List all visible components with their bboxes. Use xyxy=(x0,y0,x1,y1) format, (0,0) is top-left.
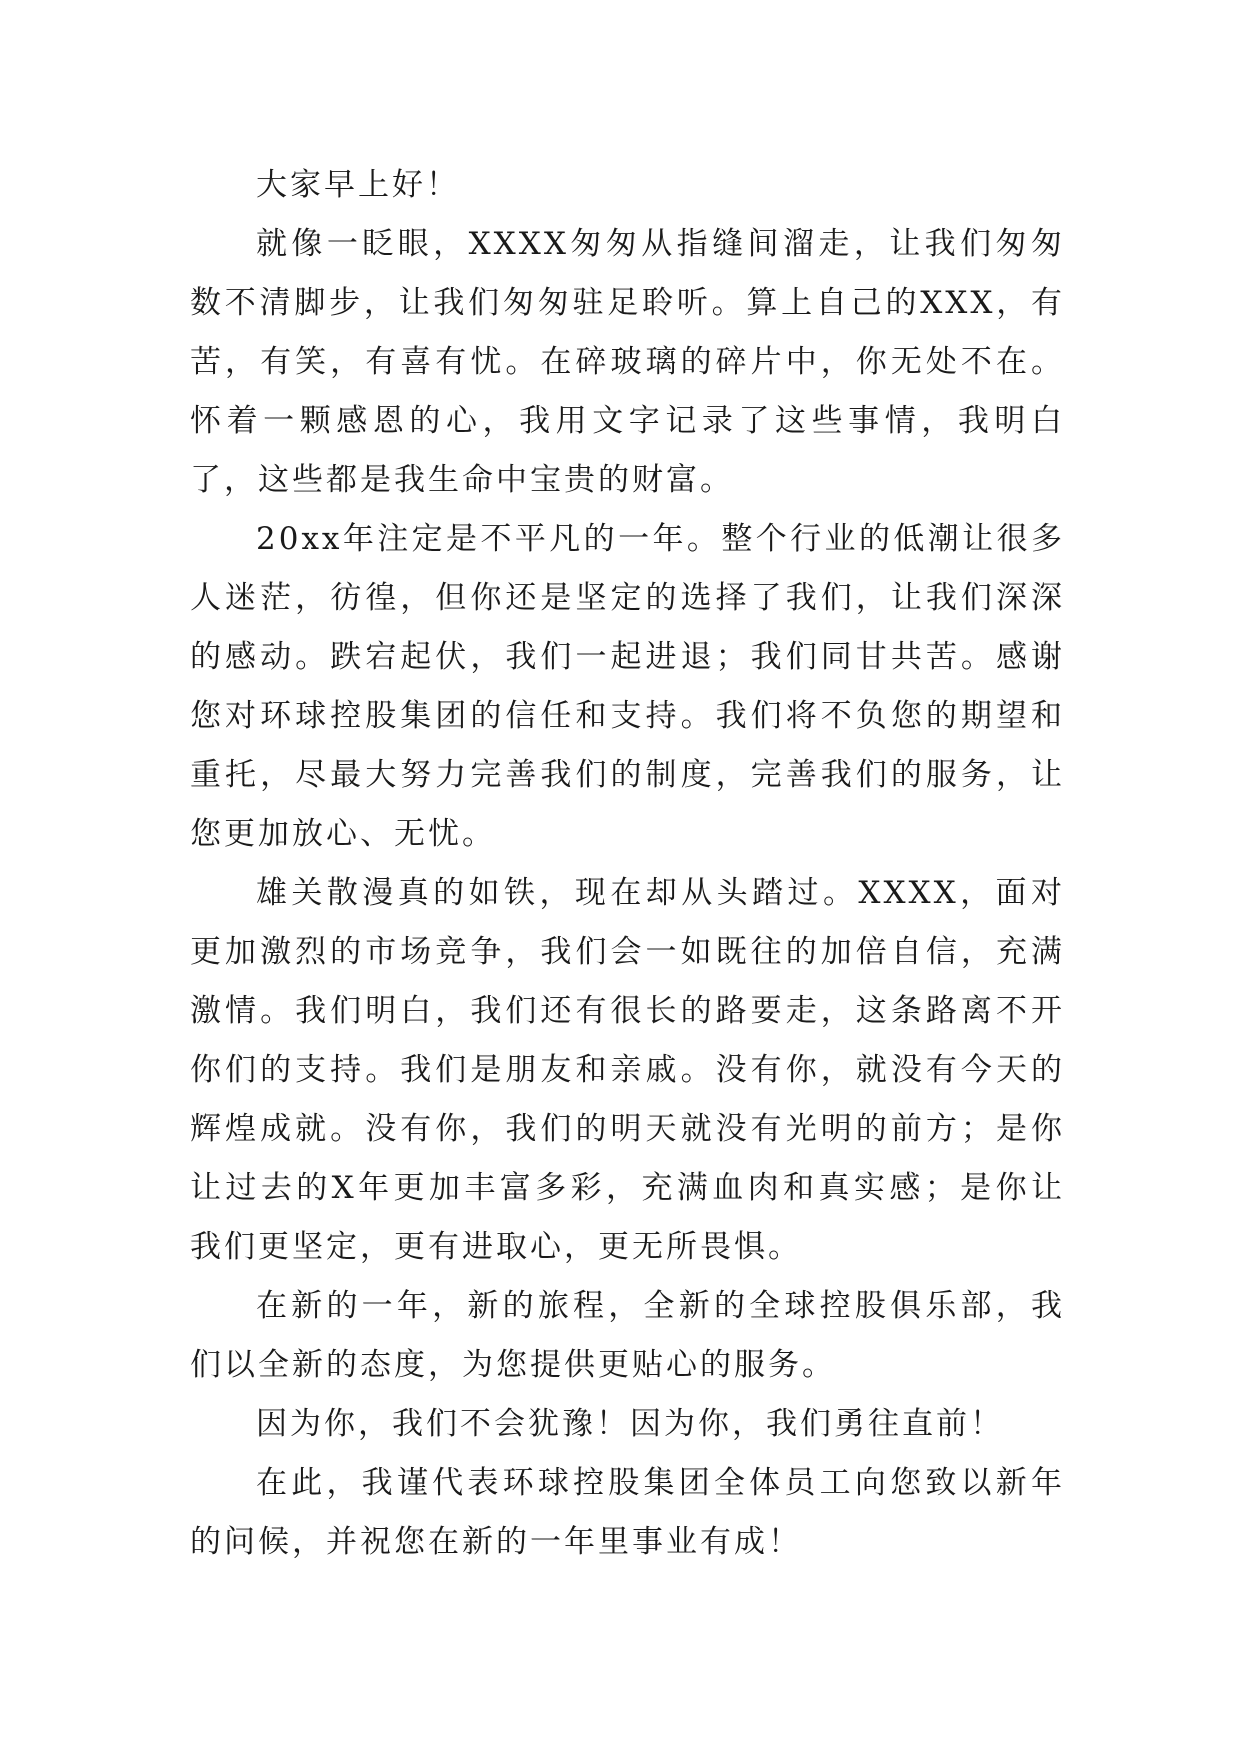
document-body xyxy=(190,156,1065,1572)
paragraph-future-commitment: 雄关散漫真的如铁，现在却从头踏过。XXXX，面对更加激烈的市场竞争，我们会一如既往的加倍自信，充满激情。我们明白，我们还有很长的路要走，这条路离不开你们的支持。我们是朋友和亲戚。没有你，就没有今天的辉煌成就。没有你，我们的明天就没有光明的前方；是你让过去的X年更加丰富多彩，充满血肉和真实感；是你让我们更坚定，更有进取心，更无所畏惧。 xyxy=(190,875,1065,1265)
paragraph-greeting: 大家早上好！ xyxy=(256,167,460,203)
paragraph-because-of-you: 因为你，我们不会犹豫！因为你，我们勇往直前！ xyxy=(256,1406,1004,1442)
paragraph-year-review: 20xx年注定是不平凡的一年。整个行业的低潮让很多人迷茫，彷徨，但你还是坚定的选择了我们，让我们深深的感动。跌宕起伏，我们一起进退；我们同甘共苦。感谢您对环球控股集团的信任和支持。我们将不负您的期望和重托，尽最大努力完善我们的制度，完善我们的服务，让您更加放心、无忧。 xyxy=(190,521,1065,852)
paragraph-closing-wishes: 在此，我谨代表环球控股集团全体员工向您致以新年的问候，并祝您在新的一年里事业有成！ xyxy=(190,1465,1065,1560)
paragraph-new-year: 在新的一年，新的旅程，全新的全球控股俱乐部，我们以全新的态度，为您提供更贴心的服务。 xyxy=(190,1288,1065,1383)
paragraph-reflection: 就像一眨眼，XXXX匆匆从指缝间溜走，让我们匆匆数不清脚步，让我们匆匆驻足聆听。算上自己的XXX，有苦，有笑，有喜有忧。在碎玻璃的碎片中，你无处不在。怀着一颗感恩的心，我用文字记录了这些事情，我明白了，这些都是我生命中宝贵的财富。 xyxy=(190,226,1065,498)
